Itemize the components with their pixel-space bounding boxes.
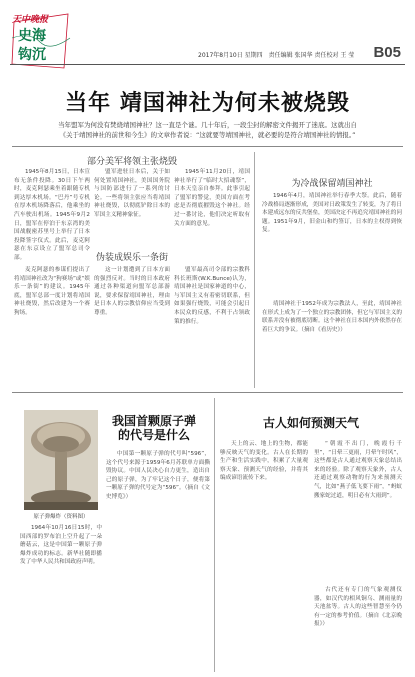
section2-col2-text: 这一计划遭到了日本方面的强烈反对。当时的日本政府通过各种渠道向盟军总部游说，要求保留靖国神社，理由是日本人的宗教信仰应当受到尊重。	[94, 267, 170, 316]
weather-col3	[314, 586, 402, 672]
headline-deck: 当年盟军为何没有焚烧靖国神社？这一直是个谜。几十年后，一段尘封的解密文件揭开了迷底。这就出自《关于靖国神社的前世和今生》的文章作者说：“这就要等靖国神社，就必要的是符合靖国神社的情报。”	[58, 121, 357, 139]
section3-divider	[254, 152, 255, 388]
atom-title-line2: 的代号是什么	[117, 428, 190, 442]
section3-title: 为冷战保留靖国神社	[291, 179, 373, 189]
weather-col1	[220, 440, 308, 672]
section2-title: 伪装成娱乐一条街	[95, 253, 168, 263]
weather-col1-text: 天上的云、地上的生物，都能够反映天气的变化。古人在长期的生产和生活实践中，积累了大量观察天象、预测天气的经验，并将其编成谚语流传下来。	[220, 441, 308, 482]
section1-col2	[94, 168, 170, 238]
section2-col3-text: 盟军最高司令部的宗教科科长班斯(W.K.Bunce)认为，靖国神社是国家神道的中心，与军国主义有着密切联系，但如果强行烧毁，可能会引起日本民众的反感，不利于占领政策的推行。	[174, 267, 250, 325]
photo-caption: 原子弹爆炸（资料图）	[33, 514, 89, 520]
atom-article-title	[104, 414, 204, 442]
lower-rule	[12, 392, 403, 393]
atom-col2	[106, 450, 210, 672]
section1-col3-text: 1945年11月20日，靖国神社举行了“临时大招魂祭”，日本天皇亲自参拜。此事引起了盟军的警觉，美国方面在考虑是否彻底摧毁这个神社。经过一番讨论，他们决定听取有关方面的意见。	[174, 169, 250, 227]
atom-col1	[20, 524, 102, 672]
section2-col3	[174, 266, 250, 388]
section1-col2-text: 盟军进驻日本后，关于如何处置靖国神社，美国国务院与国防部进行了一系列的讨论。一些将领主张应当将靖国神社烧毁，以彻底铲除日本的军国主义精神象征。	[94, 169, 170, 218]
section3-col2	[262, 300, 402, 386]
section2-col1-text: 麦克阿瑟的参谋们提出了将靖国神社改为“狗赛场”或“娱乐一条街”的建议。1945年底，盟军总部一度计划将靖国神社烧毁，然后改建为一个赛狗场。	[14, 267, 90, 316]
atom-title-line1: 我国首颗原子弹	[111, 414, 196, 428]
section1-col1-text: 1945年8月15日，日本宣布无条件投降。30日下午两时，麦克阿瑟乘坐着跟随专机到达厚木机场。“巴丹”号专机在厚木机场降落后，他乘坐的汽车驶出机场。1945年9月2日，盟军在停泊于东京湾的美国战舰密苏里号上举行了日本投降签字仪式。此后，麦克阿瑟在东京设立了盟军总司令部。	[14, 169, 90, 261]
page-number: B05	[373, 44, 401, 61]
weather-col2	[314, 440, 402, 582]
weather-article-title: 古人如何预测天气	[262, 416, 359, 430]
section3-col1-text: 1946年4月，靖国神社举行春季大祭。此后，随着冷战格局逐渐形成，美国对日政策发生了转变，为了将日本建成远东的反共堡垒，美国决定不再追究靖国神社的问题。1951年9月，旧金山和约签订，日本的主权得到恢复。	[262, 193, 402, 234]
masthead	[0, 0, 415, 70]
weather-col2-text: “朝霞不出门，晚霞行千里”，“日晕三更雨，月晕午时风”，这些都是古人通过观察天象总结出来的经验。除了观察天象外，古人还通过观察动物的行为来预测天气，比如“燕子低飞要下雨”，“蚂蚁搬家蛇过道，明日必有大雨到”。	[314, 441, 402, 499]
section-subtitle: 钩沉	[18, 47, 46, 63]
section-title: 史海	[18, 28, 46, 44]
atom-col2-text: 中国第一颗原子弹的代号叫“596”，这个代号来源于1959年6月苏联单方面撕毁协议。中国人民决心自力更生，造出自己的原子弹，为了牢记这个日子，便将第一颗原子弹的代号定为“596”。（摘自《文史博览》）	[106, 451, 210, 500]
masthead-rule	[10, 64, 405, 65]
lower-divider	[214, 398, 215, 672]
section1-col1	[14, 168, 90, 261]
deck-rule	[12, 146, 403, 147]
section2-col1	[14, 266, 90, 388]
paper-name: 天中晚报	[12, 15, 49, 25]
section1-col3	[174, 168, 250, 238]
atom-col1-text: 1964年10月16日15时，中国西部的罗布泊上空升起了一朵蘑菇云，这是中国第一颗原子弹爆炸成功的标志。新华社随即播发了中华人民共和国政府声明。	[20, 525, 102, 566]
section3-col1	[262, 192, 402, 298]
section1-title: 部分美军将领主张烧毁	[86, 157, 177, 167]
section2-col2	[94, 266, 170, 388]
issue-line: 2017年8月10日 星期四 责任编辑 张国华 责任校对 王 莹	[198, 52, 355, 59]
mushroom-cloud-photo	[24, 410, 98, 510]
main-headline: 当年 靖国神社为何未被烧毁	[65, 90, 350, 116]
weather-col3-text: 古代还有专门的气象观测仪器，如汉代的相风铜乌、测雨量的天池盆等。古人的这些智慧至今仍有一定的参考价值。（摘自《北京晚报》）	[314, 587, 402, 628]
section3-col2-text: 靖国神社于1952年成为宗教法人，至此，靖国神社在形式上成为了一个独立的宗教团体，但它与军国主义的联系并没有被彻底切断。这个神社在日本国内外依然存在着巨大的争议。（摘自《看历史》）	[262, 301, 402, 333]
